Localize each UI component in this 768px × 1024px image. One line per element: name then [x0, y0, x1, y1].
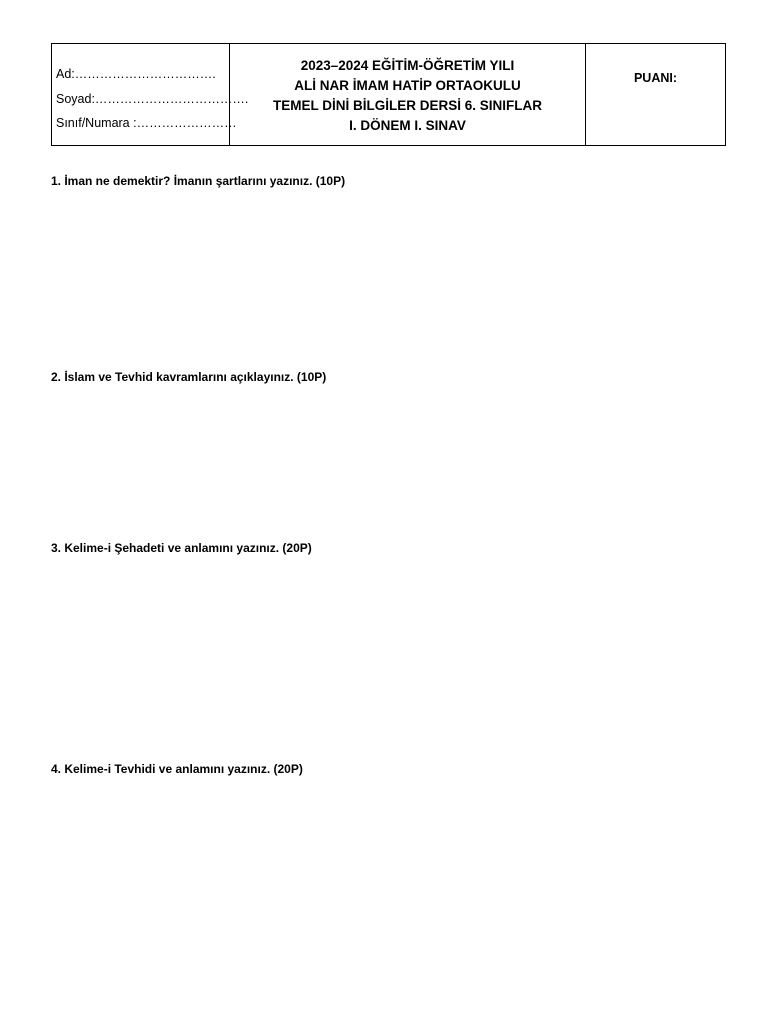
- student-class-number-field: Sınıf/Numara :……………………: [56, 116, 237, 130]
- student-info-cell: [52, 44, 249, 145]
- exam-title-cell: [230, 44, 586, 145]
- student-name-field: Ad:…………………………….: [56, 67, 216, 81]
- exam-header-table: [51, 43, 726, 146]
- question-2: 2. İslam ve Tevhid kavramlarını açıklayınız. (10P): [51, 370, 327, 384]
- school-name-title: ALİ NAR İMAM HATİP ORTAOKULU: [294, 77, 521, 93]
- academic-year-title: 2023–2024 EĞİTİM-ÖĞRETİM YILI: [300, 57, 515, 73]
- score-cell: [586, 44, 725, 145]
- score-label: PUANI:: [633, 71, 678, 85]
- exam-term-title: I. DÖNEM I. SINAV: [349, 117, 466, 133]
- student-surname-field: Soyad:……………………………….: [56, 91, 249, 106]
- question-3: 3. Kelime-i Şehadeti ve anlamını yazınız. (20P): [51, 541, 312, 555]
- question-1: 1. İman ne demektir? İmanın şartlarını yazınız. (10P): [51, 174, 346, 188]
- question-4: 4. Kelime-i Tevhidi ve anlamını yazınız. (20P): [51, 762, 303, 776]
- course-title: TEMEL DİNİ BİLGİLER DERSİ 6. SINIFLAR: [272, 97, 543, 113]
